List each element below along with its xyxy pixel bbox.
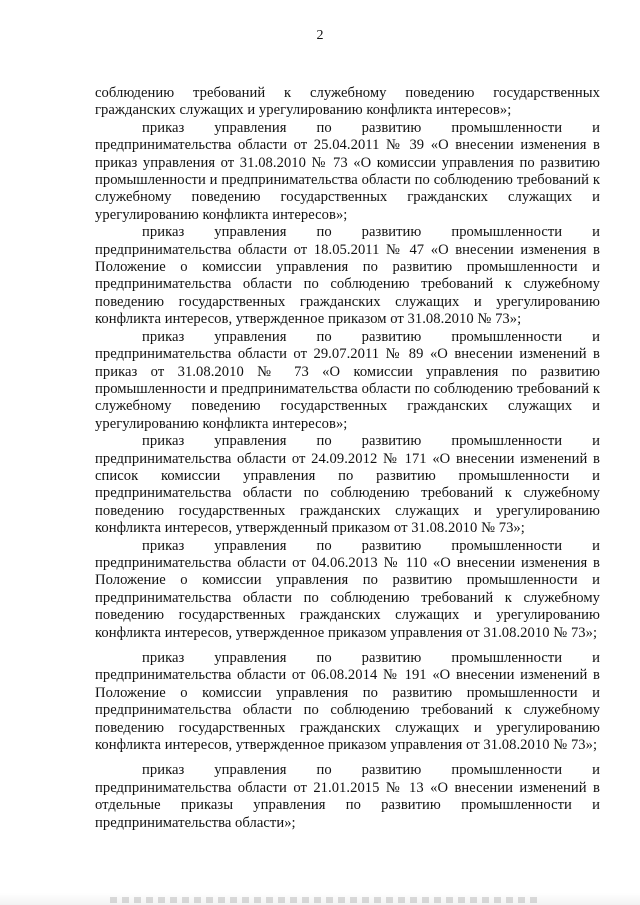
paragraph-order-2014-191: приказ управления по развитию промышленности и предпринимательства области от 06.08.2014 № 191 «О внесении изменений в Положение о комиссии управления по развитию промышленности и предпринимательства области по соблюдению требований к служебному поведению государственных гражданских служащих и урегулированию конфликта интересов, утвержденное приказом управления от 31.08.2010 № 73»; [95,650,600,754]
page-number: 2 [316,28,324,43]
scan-artifact-marks [110,897,540,903]
paragraph-order-2011-89: приказ управления по развитию промышленности и предпринимательства области от 29.07.2011 № 89 «О внесении изменений в приказ от 31.08.2010 № 73 «О комиссии управления по развитию промышленности и предпринимательства области по соблюдению требований к служебному поведению государственных гражданских служащих и урегулированию конфликта интересов»; [95,328,600,432]
paragraph-order-2013-110: приказ управления по развитию промышленности и предпринимательства области от 04.06.2013 № 110 «О внесении изменения в Положение о комиссии управления по развитию промышленности и предпринимательства области по соблюдению требований к служебному поведению государственных гражданских служащих и урегулированию конфликта интересов, утвержденное приказом управления от 31.08.2010 № 73»; [95,537,600,641]
paragraph-order-2012-171: приказ управления по развитию промышленности и предпринимательства области от 24.09.2012 № 171 «О внесении изменений в список комиссии управления по развитию промышленности и предпринимательства области по соблюдению требований к служебному поведению государственных гражданских служащих и урегулированию конфликта интересов, утвержденный приказом от 31.08.2010 № 73»; [95,433,600,537]
paragraph-continuation: соблюдению требований к служебному поведению государственных гражданских служащих и урегулированию конфликта интересов»; [95,85,600,119]
paragraph-order-2011-39: приказ управления по развитию промышленности и предпринимательства области от 25.04.2011 № 39 «О внесении изменения в приказ управления от 31.08.2010 № 73 «О комиссии управления по развитию промышленности и предпринимательства области по соблюдению требований к служебному поведению государственных гражданских служащих и урегулированию конфликта интересов»; [95,119,600,223]
paragraph-order-2015-13: приказ управления по развитию промышленности и предпринимательства области от 21.01.2015 № 13 «О внесении изменений в отдельные приказы управления по развитию промышленности и предпринимательства области»; [95,762,600,831]
document-body [95,85,600,832]
paragraph-order-2011-47: приказ управления по развитию промышленности и предпринимательства области от 18.05.2011 № 47 «О внесении изменения в Положение о комиссии управления по развитию промышленности и предпринимательства области по соблюдению требований к служебному поведению государственных гражданских служащих и урегулированию конфликта интересов, утвержденное приказом от 31.08.2010 № 73»; [95,224,600,328]
